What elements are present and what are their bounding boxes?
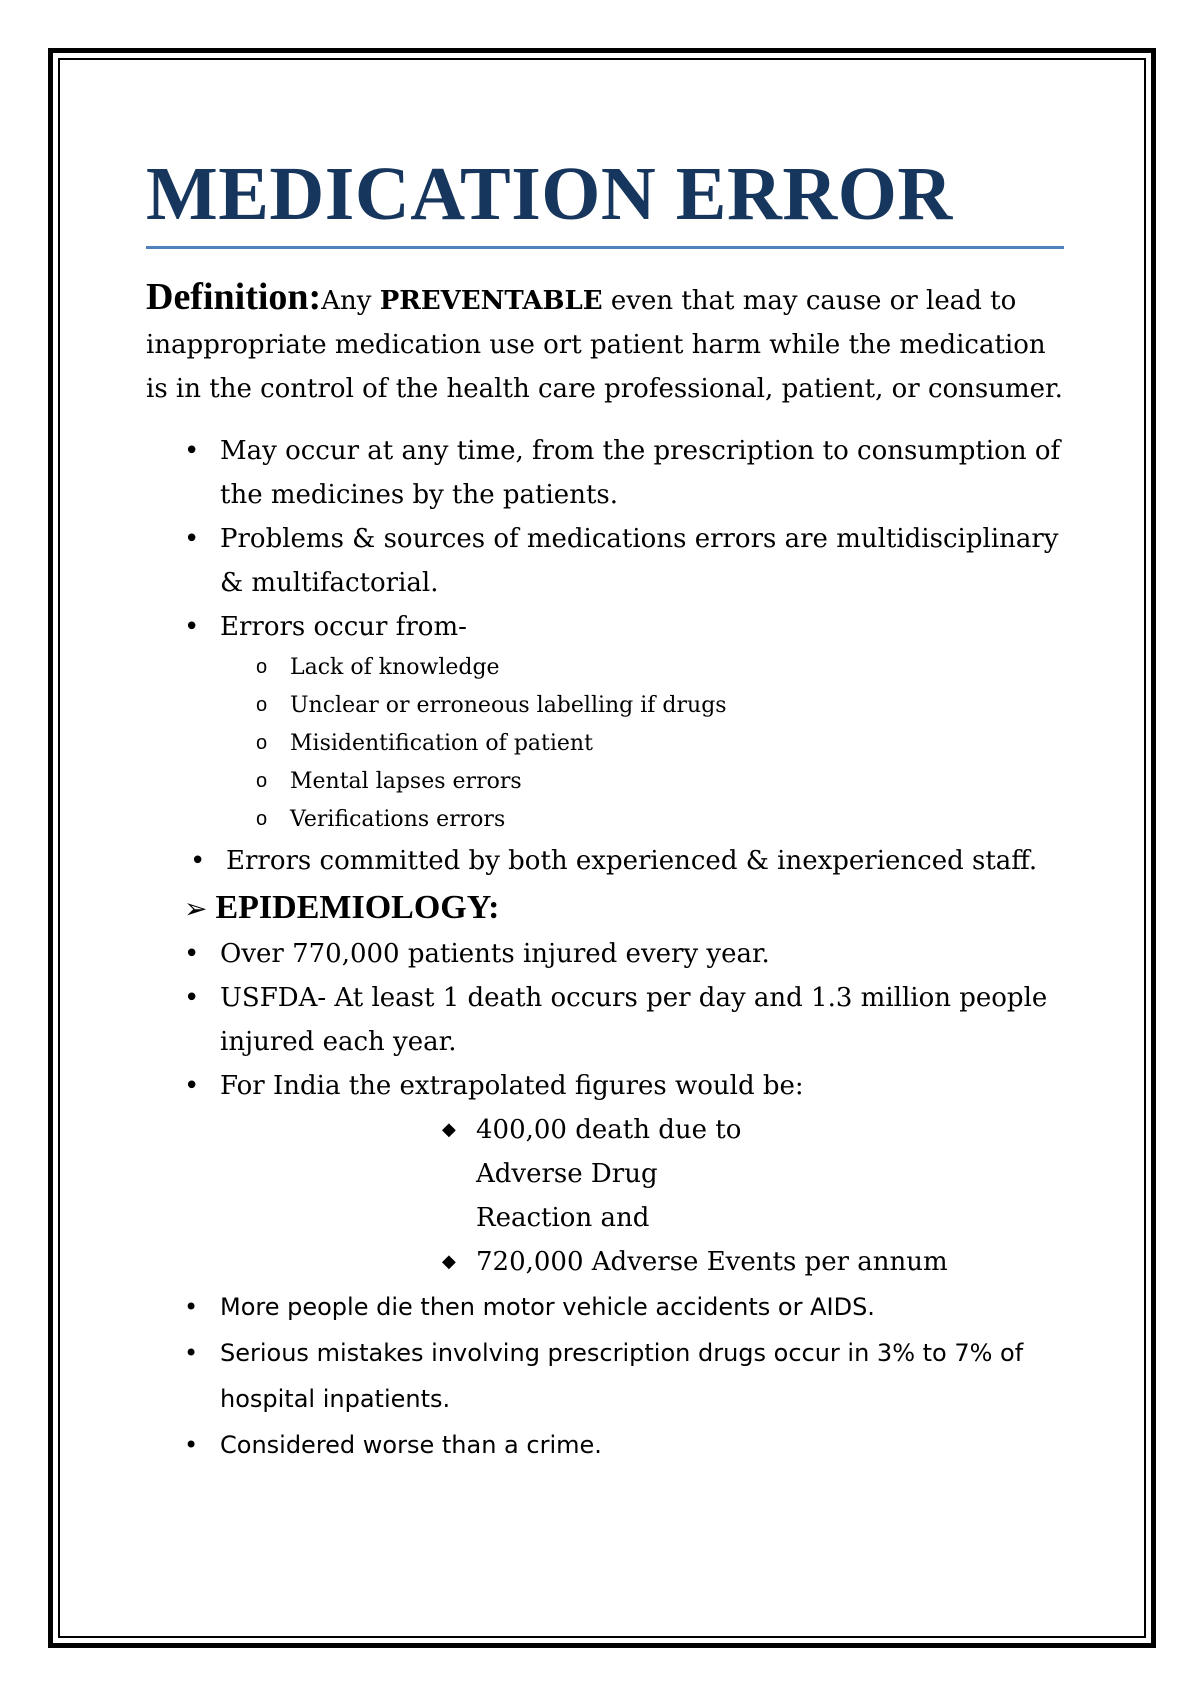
error-sources-list [146,649,1066,839]
list-item: • Considered worse than a crime. [146,1422,1066,1468]
india-figures-list [146,1108,1066,1284]
sub-list-item: o Unclear or erroneous labelling if drugs [146,687,1066,725]
staff-list [146,839,1066,883]
page-title: MEDICATION ERROR [146,152,953,236]
list-item: • More people die then motor vehicle accidents or AIDS. [146,1284,1066,1330]
error-facts-list [146,429,1066,649]
document-content [146,140,1066,1468]
definition-pre: Any [321,286,380,316]
definition-label: Definition: [146,276,322,318]
list-item: • Over 770,000 patients injured every year. [146,932,1066,976]
list-item: • Errors occur from- [146,605,1066,649]
list-item: • Serious mistakes involving prescription drugs occur in 3% to 7% of hospital inpatients. [146,1330,1066,1422]
title-underline [146,246,1064,249]
arrow-bullet-icon: ➢ [184,892,208,925]
list-item: • May occur at any time, from the prescription to consumption of the medicines by the patients. [146,429,1066,517]
list-item: • Problems & sources of medications errors are multidisciplinary & multifactorial. [146,517,1066,605]
sub-list-item: o Misidentification of patient [146,725,1066,763]
sub-list-item: o Verifications errors [146,801,1066,839]
sub-list-item: o Lack of knowledge [146,649,1066,687]
definition-rest: even that may cause or lead to inappropriate medication use ort patient harm while the medication is in the control of the health care professional, patient, or consumer. [146,286,1063,404]
list-item: • For India the extrapolated figures would be: [146,1064,1066,1108]
list-item: • USFDA- At least 1 death occurs per day and 1.3 million people injured each year. [146,976,1066,1064]
epidemiology-heading [146,885,1066,932]
diamond-list-item: ◆ 400,00 death due to Adverse Drug Reaction and [146,1108,776,1240]
sub-list-item: o Mental lapses errors [146,763,1066,801]
epidemiology-heading-text: EPIDEMIOLOGY: [215,889,500,926]
diamond-list-item: ◆ 720,000 Adverse Events per annum [146,1240,1066,1284]
definition-strong: PREVENTABLE [379,286,603,316]
definition-paragraph [146,275,1066,411]
list-item: • Errors committed by both experienced & inexperienced staff. [146,839,1066,883]
epidemiology-list [146,932,1066,1108]
epidemiology-more-list [146,1284,1066,1468]
